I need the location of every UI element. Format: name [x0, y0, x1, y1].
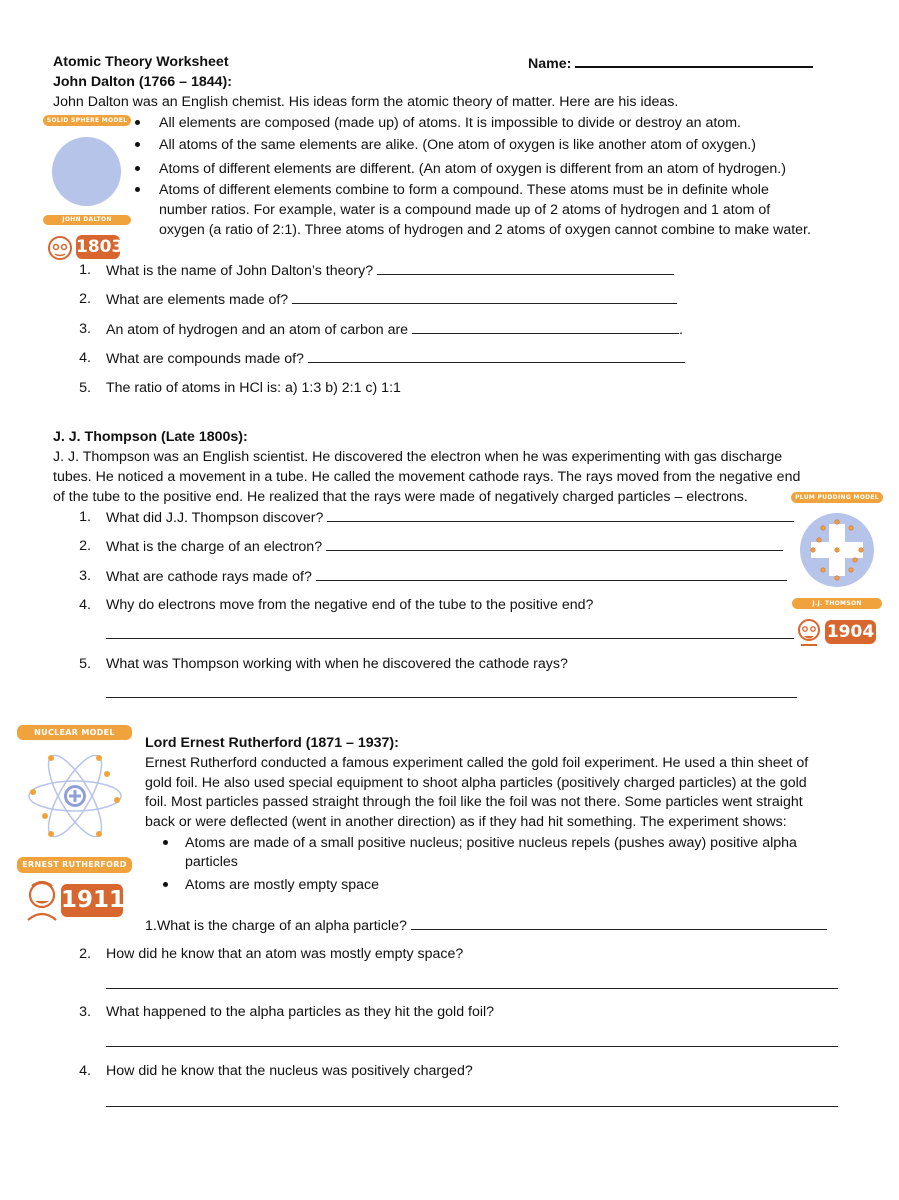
dalton-question-3: An atom of hydrogen and an atom of carbon are .: [106, 319, 683, 340]
rutherford-intro-2: gold foil. He also used special equipment to shoot alpha particles (positively charged particles) at the gold: [145, 775, 807, 791]
name-blank[interactable]: [575, 52, 813, 68]
bullet-dot: [163, 882, 168, 887]
dalton-bullet-3: Atoms of different elements are different. (An atom of oxygen is different from an atom of hydrogen.): [159, 161, 786, 177]
answer-blank[interactable]: [377, 260, 674, 275]
thompson-question-5: What was Thompson working with when he discovered the cathode rays?: [106, 656, 568, 672]
thompson-intro-3: of the tube to the positive end. He realized that the rays were made of negatively charged particles – electrons.: [53, 489, 748, 505]
rutherford-heading: Lord Ernest Rutherford (1871 – 1937):: [145, 735, 399, 751]
rutherford-year: 1911: [61, 884, 123, 917]
question-number: 3.: [79, 568, 91, 584]
dalton-bullet-4b: number ratios. For example, water is a compound made up of 2 atoms of hydrogen and 1 atom of: [159, 202, 771, 218]
rutherford-question-4: How did he know that the nucleus was positively charged?: [106, 1063, 473, 1079]
question-number: 1.: [79, 509, 91, 525]
answer-line[interactable]: [106, 697, 797, 698]
question-number: 3.: [79, 321, 91, 337]
question-number: 1.: [79, 262, 91, 278]
answer-line[interactable]: [106, 1106, 838, 1107]
dalton-name-label: JOHN DALTON: [43, 215, 131, 225]
rutherford-bullet-1a: Atoms are made of a small positive nucleus; positive nucleus repels (pushes away) positive alpha: [185, 835, 797, 851]
name-label: Name:: [528, 52, 813, 74]
rutherford-question-1: 1.What is the charge of an alpha particle?: [145, 915, 827, 936]
thompson-year: 1904: [826, 622, 875, 642]
answer-line[interactable]: [106, 638, 794, 639]
dalton-bullet-4c: oxygen (a ratio of 2:1). Three atoms of hydrogen and 2 atoms of oxygen cannot combine to make water.: [159, 222, 811, 238]
thompson-question-4: Why do electrons move from the negative end of the tube to the positive end?: [106, 597, 594, 613]
dalton-intro: John Dalton was an English chemist. His ideas form the atomic theory of matter. Here are his ideas.: [53, 94, 679, 110]
question-number: 4.: [79, 597, 91, 613]
rutherford-question-2: How did he know that an atom was mostly empty space?: [106, 946, 464, 962]
thompson-name-label: J.J. THOMSON: [792, 598, 882, 609]
thompson-question-3: What are cathode rays made of?: [106, 566, 787, 587]
answer-blank[interactable]: [327, 507, 794, 522]
bullet-dot: [135, 166, 140, 171]
dalton-bullet-4a: Atoms of different elements combine to form a compound. These atoms must be in definite whole: [159, 182, 769, 198]
bullet-dot: [135, 142, 140, 147]
worksheet-title: Atomic Theory Worksheet: [53, 54, 229, 70]
thompson-intro-2: tubes. He noticed a movement in a tube. He called the movement cathode rays. The rays moved from the negative end: [53, 469, 801, 485]
answer-blank[interactable]: [292, 289, 677, 304]
dalton-question-5: The ratio of atoms in HCl is: a) 1:3 b) 2:1 c) 1:1: [106, 380, 401, 396]
dalton-year: 1803: [76, 237, 124, 257]
answer-blank[interactable]: [308, 348, 685, 363]
thompson-intro-1: J. J. Thompson was an English scientist. He discovered the electron when he was experimenting with gas discharge: [53, 449, 783, 465]
rutherford-intro-4: back or were deflected (went in another direction) as if they had hit something. The experiment shows:: [145, 814, 787, 830]
dalton-question-1: What is the name of John Dalton’s theory?: [106, 260, 674, 281]
question-number: 3.: [79, 1004, 91, 1020]
thompson-model-label: PLUM PUDDING MODEL: [791, 492, 883, 503]
scientist-face-icon: [24, 880, 60, 922]
thompson-heading: J. J. Thompson (Late 1800s):: [53, 429, 248, 445]
solid-sphere-icon: [52, 137, 121, 206]
bullet-dot: [163, 840, 168, 845]
dalton-question-4: What are compounds made of?: [106, 348, 685, 369]
dalton-question-2: What are elements made of?: [106, 289, 677, 310]
answer-line[interactable]: [106, 1046, 838, 1047]
rutherford-intro-1: Ernest Rutherford conducted a famous experiment called the gold foil experiment. He used a thin sheet of: [145, 755, 809, 771]
question-number: 5.: [79, 656, 91, 672]
rutherford-intro-3: foil. Most particles passed straight through the foil like the foil was not there. Some particles went straight: [145, 794, 803, 810]
answer-blank[interactable]: [412, 319, 679, 334]
question-number: 4.: [79, 1063, 91, 1079]
rutherford-bullet-1b: particles: [185, 854, 238, 870]
dalton-bullet-1: All elements are composed (made up) of atoms. It is impossible to divide or destroy an atom.: [159, 115, 741, 131]
rutherford-model-label: NUCLEAR MODEL: [17, 725, 132, 740]
answer-blank[interactable]: [316, 566, 787, 581]
question-number: 4.: [79, 350, 91, 366]
answer-blank[interactable]: [411, 915, 827, 930]
question-number: 2.: [79, 946, 91, 962]
question-number: 2.: [79, 291, 91, 307]
scientist-face-icon: [46, 234, 74, 262]
rutherford-name-label: ERNEST RUTHERFORD: [17, 857, 132, 873]
dalton-bullet-2: All atoms of the same elements are alike. (One atom of oxygen is like another atom of oxygen.): [159, 137, 756, 153]
question-number: 2.: [79, 538, 91, 554]
bullet-dot: [135, 187, 140, 192]
thompson-question-2: What is the charge of an electron?: [106, 536, 783, 557]
thompson-question-1: What did J.J. Thompson discover?: [106, 507, 794, 528]
rutherford-bullet-2: Atoms are mostly empty space: [185, 877, 379, 893]
answer-line[interactable]: [106, 988, 838, 989]
dalton-model-label: SOLID SPHERE MODEL: [43, 115, 131, 126]
dalton-heading: John Dalton (1766 – 1844):: [53, 74, 232, 90]
nuclear-atom-icon: [25, 746, 125, 846]
bullet-dot: [135, 120, 140, 125]
plum-pudding-icon: [799, 512, 875, 588]
question-number: 5.: [79, 380, 91, 396]
answer-blank[interactable]: [326, 536, 783, 551]
rutherford-question-3: What happened to the alpha particles as they hit the gold foil?: [106, 1004, 495, 1020]
scientist-face-icon: [795, 617, 823, 647]
